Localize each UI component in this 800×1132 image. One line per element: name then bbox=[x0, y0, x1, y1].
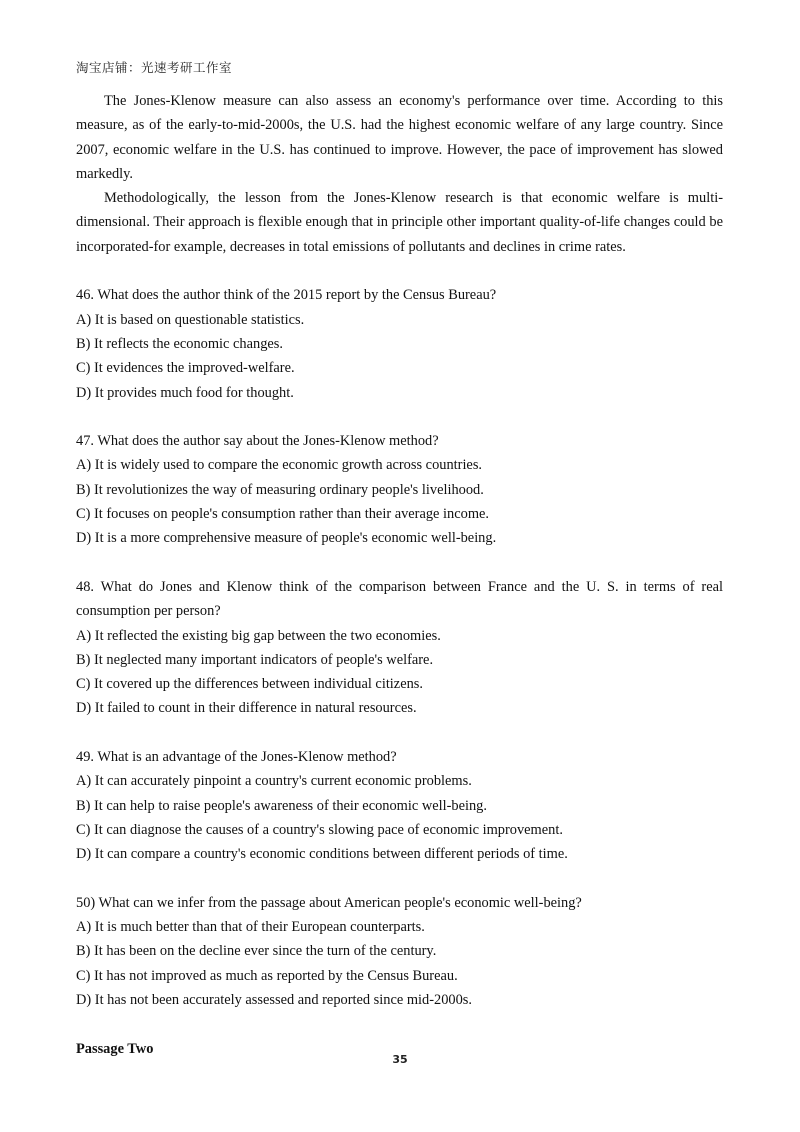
option-d: D) It provides much food for thought. bbox=[76, 384, 294, 401]
option-c: C) It evidences the improved-welfare. bbox=[76, 360, 295, 377]
option-a: A) It is much better than that of their European counterparts. bbox=[76, 919, 425, 936]
option-d: D) It is a more comprehensive measure of people's economic well-being. bbox=[76, 530, 497, 547]
passage-paragraph: The Jones-Klenow measure can also assess an economy's performance over time. According to this measure, as of the early-to-mid-2000s, the U.S. had the highest economic welfare of any large country. Since 2007, economic welfare in the U.S. has continued to improve. However, the pace of improvement has slowed markedly. bbox=[76, 93, 723, 182]
option-c: C) It covered up the differences between individual citizens. bbox=[76, 676, 423, 693]
option-b: B) It neglected many important indicators of people's welfare. bbox=[76, 651, 434, 668]
question-50 bbox=[76, 891, 723, 1012]
page-content bbox=[76, 89, 723, 1061]
option-d: D) It can compare a country's economic conditions between different periods of time. bbox=[76, 846, 568, 863]
option-d: D) It failed to count in their difference in natural resources. bbox=[76, 700, 417, 717]
page-header: 淘宝店铺：光速考研工作室 bbox=[76, 60, 233, 75]
question-stem: 49. What is an advantage of the Jones-Klenow method? bbox=[76, 749, 397, 766]
option-c: C) It focuses on people's consumption rather than their average income. bbox=[76, 506, 489, 523]
option-a: A) It reflected the existing big gap between the two economies. bbox=[76, 627, 441, 644]
question-48 bbox=[76, 575, 723, 721]
option-c: C) It has not improved as much as reported by the Census Bureau. bbox=[76, 967, 458, 984]
question-47 bbox=[76, 429, 723, 550]
option-a: A) It is based on questionable statistics. bbox=[76, 311, 305, 328]
passage-paragraph: Methodologically, the lesson from the Jones-Klenow research is that economic welfare is multi-dimensional. Their approach is flexible enough that in principle other important quality-of-life changes could be incorporated-for example, decreases in total emissions of pollutants and declines in crime rates. bbox=[76, 190, 723, 255]
question-46 bbox=[76, 283, 723, 404]
option-b: B) It revolutionizes the way of measuring ordinary people's livelihood. bbox=[76, 481, 484, 498]
passage-title: Passage Two bbox=[76, 1040, 154, 1057]
question-stem: 50) What can we infer from the passage about American people's economic well-being? bbox=[76, 894, 582, 911]
option-b: B) It reflects the economic changes. bbox=[76, 335, 283, 352]
question-stem: 47. What does the author say about the Jones-Klenow method? bbox=[76, 433, 439, 450]
option-b: B) It can help to raise people's awareness of their economic well-being. bbox=[76, 797, 487, 814]
option-a: A) It can accurately pinpoint a country's current economic problems. bbox=[76, 773, 472, 790]
question-stem: 48. What do Jones and Klenow think of the comparison between France and the U. S. in terms of real consumption per person? bbox=[76, 578, 723, 620]
page-number: 35 bbox=[392, 1053, 408, 1066]
question-stem: 46. What does the author think of the 2015 report by the Census Bureau? bbox=[76, 287, 497, 304]
option-a: A) It is widely used to compare the economic growth across countries. bbox=[76, 457, 483, 474]
option-c: C) It can diagnose the causes of a country's slowing pace of economic improvement. bbox=[76, 821, 563, 838]
option-d: D) It has not been accurately assessed and reported since mid-2000s. bbox=[76, 991, 473, 1008]
option-b: B) It has been on the decline ever since the turn of the century. bbox=[76, 943, 437, 960]
question-49 bbox=[76, 745, 723, 866]
